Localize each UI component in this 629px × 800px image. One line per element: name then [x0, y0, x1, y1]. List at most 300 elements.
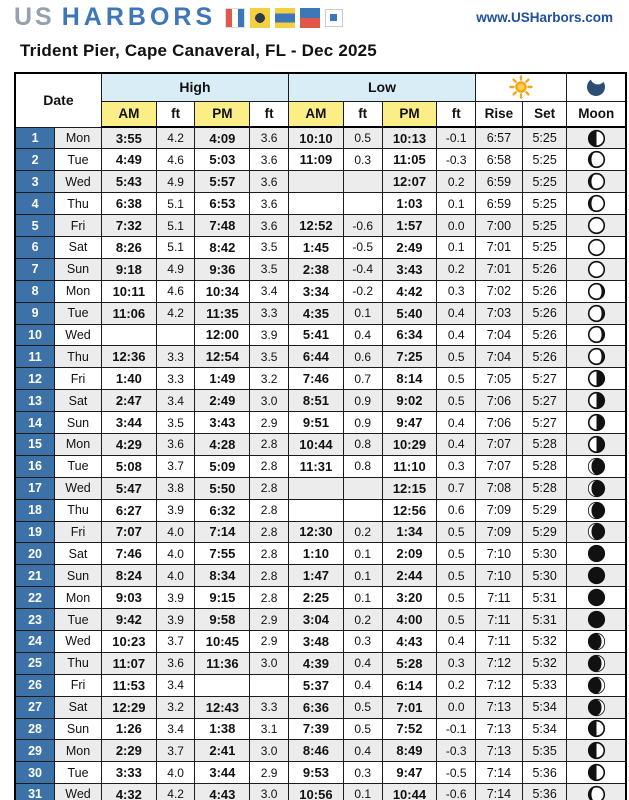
high-pm-time: 4:28 — [195, 433, 250, 455]
high-pm-ft: 3.3 — [250, 302, 289, 324]
day-of-week: Mon — [55, 280, 102, 302]
low-pm-time: 10:44 — [382, 784, 437, 800]
sunset-time: 5:25 — [522, 236, 567, 258]
moon-phase-icon — [567, 455, 626, 477]
table-row — [15, 236, 626, 258]
moon-phase-icon — [567, 193, 626, 215]
high-am-time: 6:38 — [101, 193, 156, 215]
table-row — [15, 433, 626, 455]
table-row — [15, 193, 626, 215]
high-pm-time: 4:43 — [195, 784, 250, 800]
low-pm-ft: 0.2 — [437, 171, 476, 193]
sunset-time: 5:25 — [522, 149, 567, 171]
high-am-time: 1:40 — [101, 368, 156, 390]
high-am-time: 12:29 — [101, 696, 156, 718]
moon-phase-icon — [567, 236, 626, 258]
low-am-ft: 0.4 — [343, 674, 382, 696]
sunrise-time: 7:12 — [476, 674, 523, 696]
high-pm-ft: 3.1 — [250, 718, 289, 740]
table-row — [15, 390, 626, 412]
high-am-ft: 4.0 — [156, 521, 195, 543]
header-low: Low — [288, 73, 475, 101]
sunrise-time: 7:06 — [476, 412, 523, 434]
high-am-ft: 5.1 — [156, 193, 195, 215]
high-am-ft: 3.3 — [156, 368, 195, 390]
high-pm-time: 4:09 — [195, 127, 250, 149]
sunrise-time: 7:09 — [476, 499, 523, 521]
high-am-ft: 3.7 — [156, 630, 195, 652]
header-high-pm-ft: ft — [250, 101, 289, 127]
high-pm-time: 2:49 — [195, 390, 250, 412]
high-pm-ft: 3.6 — [250, 193, 289, 215]
date-number: 24 — [15, 630, 55, 652]
low-pm-ft: 0.5 — [437, 368, 476, 390]
low-am-ft: 0.5 — [343, 718, 382, 740]
low-pm-ft: 0.4 — [437, 412, 476, 434]
header-low-am: AM — [288, 101, 343, 127]
high-pm-time: 10:45 — [195, 630, 250, 652]
high-pm-time: 3:44 — [195, 762, 250, 784]
high-pm-time: 9:15 — [195, 587, 250, 609]
high-am-ft: 3.9 — [156, 609, 195, 631]
header-high: High — [101, 73, 288, 101]
moon-phase-icon — [567, 171, 626, 193]
high-pm-time: 3:43 — [195, 412, 250, 434]
low-am-time: 3:34 — [288, 280, 343, 302]
moon-phase-icon — [567, 499, 626, 521]
low-pm-time: 12:07 — [382, 171, 437, 193]
high-pm-ft: 2.8 — [250, 455, 289, 477]
high-am-time: 7:32 — [101, 215, 156, 237]
page-title: Trident Pier, Cape Canaveral, FL - Dec 2025 — [20, 41, 377, 60]
high-pm-time: 5:03 — [195, 149, 250, 171]
high-pm-ft: 3.0 — [250, 740, 289, 762]
moon-phase-icon — [567, 784, 626, 800]
table-row — [15, 740, 626, 762]
moon-phase-icon — [567, 477, 626, 499]
moon-phase-icon — [567, 587, 626, 609]
date-number: 2 — [15, 149, 55, 171]
moon-phase-icon — [567, 565, 626, 587]
day-of-week: Thu — [55, 652, 102, 674]
high-am-ft: 4.0 — [156, 762, 195, 784]
low-am-time: 10:56 — [288, 784, 343, 800]
day-of-week: Sat — [55, 236, 102, 258]
low-am-time: 4:39 — [288, 652, 343, 674]
day-of-week: Sun — [55, 412, 102, 434]
logo-us-text: US — [14, 3, 55, 31]
low-pm-ft: 0.5 — [437, 521, 476, 543]
sunset-time: 5:26 — [522, 280, 567, 302]
high-pm-time: 12:43 — [195, 696, 250, 718]
high-am-time: 3:44 — [101, 412, 156, 434]
low-pm-ft: 0.3 — [437, 652, 476, 674]
low-pm-ft: 0.7 — [437, 477, 476, 499]
high-am-ft: 4.9 — [156, 258, 195, 280]
sunrise-time: 7:00 — [476, 215, 523, 237]
high-am-ft: 4.9 — [156, 171, 195, 193]
low-pm-ft: 0.6 — [437, 499, 476, 521]
high-am-time: 9:42 — [101, 609, 156, 631]
date-number: 29 — [15, 740, 55, 762]
low-am-time: 10:10 — [288, 127, 343, 149]
high-pm-time: 6:32 — [195, 499, 250, 521]
low-pm-ft: -0.6 — [437, 784, 476, 800]
high-pm-ft: 2.9 — [250, 762, 289, 784]
high-pm-time: 8:34 — [195, 565, 250, 587]
moon-phase-icon — [567, 630, 626, 652]
low-am-ft — [343, 499, 382, 521]
high-pm-time: 5:57 — [195, 171, 250, 193]
low-am-ft: 0.2 — [343, 521, 382, 543]
day-of-week: Mon — [55, 587, 102, 609]
high-am-time: 3:55 — [101, 127, 156, 149]
high-am-ft: 3.4 — [156, 390, 195, 412]
high-pm-ft: 3.2 — [250, 368, 289, 390]
sunset-time: 5:29 — [522, 521, 567, 543]
high-pm-ft: 3.5 — [250, 346, 289, 368]
sunset-time: 5:25 — [522, 171, 567, 193]
low-pm-time: 3:20 — [382, 587, 437, 609]
high-am-ft: 4.0 — [156, 543, 195, 565]
table-row — [15, 280, 626, 302]
logo-harbors-text: HARBORS — [61, 3, 217, 31]
low-am-time: 11:31 — [288, 455, 343, 477]
header-moon-cell — [567, 73, 626, 101]
high-am-ft: 4.2 — [156, 302, 195, 324]
header-set: Set — [522, 101, 567, 127]
low-am-time: 7:39 — [288, 718, 343, 740]
date-number: 27 — [15, 696, 55, 718]
date-number: 12 — [15, 368, 55, 390]
sunset-time: 5:25 — [522, 127, 567, 149]
sunset-time: 5:27 — [522, 368, 567, 390]
low-pm-time: 7:01 — [382, 696, 437, 718]
low-am-ft: 0.4 — [343, 740, 382, 762]
sunrise-time: 7:14 — [476, 762, 523, 784]
low-am-ft: 0.5 — [343, 127, 382, 149]
high-am-time: 11:07 — [101, 652, 156, 674]
sunrise-time: 7:08 — [476, 477, 523, 499]
sunset-time: 5:29 — [522, 499, 567, 521]
low-pm-time: 8:49 — [382, 740, 437, 762]
high-pm-ft: 2.8 — [250, 433, 289, 455]
low-pm-time: 2:09 — [382, 543, 437, 565]
low-am-time: 1:10 — [288, 543, 343, 565]
high-am-ft — [156, 324, 195, 346]
high-pm-time: 11:36 — [195, 652, 250, 674]
low-am-time: 7:46 — [288, 368, 343, 390]
low-pm-ft: 0.1 — [437, 193, 476, 215]
high-pm-time: 6:53 — [195, 193, 250, 215]
low-am-time: 12:30 — [288, 521, 343, 543]
low-pm-time: 12:56 — [382, 499, 437, 521]
masthead — [0, 0, 629, 32]
date-number: 19 — [15, 521, 55, 543]
low-am-ft: -0.4 — [343, 258, 382, 280]
table-row — [15, 215, 626, 237]
low-am-ft: 0.7 — [343, 368, 382, 390]
moon-phase-icon — [567, 740, 626, 762]
header-sun-cell — [476, 73, 567, 101]
low-pm-time: 4:00 — [382, 609, 437, 631]
date-number: 11 — [15, 346, 55, 368]
high-pm-ft: 2.9 — [250, 630, 289, 652]
sunrise-time: 7:05 — [476, 368, 523, 390]
table-row — [15, 477, 626, 499]
low-pm-ft: 0.5 — [437, 543, 476, 565]
high-am-ft: 3.7 — [156, 455, 195, 477]
high-am-ft: 4.2 — [156, 784, 195, 800]
high-pm-ft: 3.6 — [250, 171, 289, 193]
day-of-week: Wed — [55, 630, 102, 652]
low-pm-ft: 0.5 — [437, 565, 476, 587]
high-pm-ft: 3.6 — [250, 127, 289, 149]
high-am-ft: 4.6 — [156, 149, 195, 171]
high-am-ft: 3.6 — [156, 433, 195, 455]
low-pm-ft: 0.4 — [437, 433, 476, 455]
low-pm-time: 6:34 — [382, 324, 437, 346]
low-am-time: 6:36 — [288, 696, 343, 718]
day-of-week: Mon — [55, 740, 102, 762]
low-am-ft: 0.1 — [343, 543, 382, 565]
day-of-week: Thu — [55, 499, 102, 521]
low-pm-ft: 0.5 — [437, 390, 476, 412]
tide-table — [14, 72, 627, 800]
sunrise-time: 7:07 — [476, 455, 523, 477]
date-number: 28 — [15, 718, 55, 740]
day-of-week: Fri — [55, 521, 102, 543]
low-pm-time: 7:25 — [382, 346, 437, 368]
table-row — [15, 412, 626, 434]
low-pm-time: 2:44 — [382, 565, 437, 587]
low-am-ft: 0.1 — [343, 302, 382, 324]
date-number: 20 — [15, 543, 55, 565]
day-of-week: Sun — [55, 718, 102, 740]
day-of-week: Wed — [55, 171, 102, 193]
low-am-time: 2:25 — [288, 587, 343, 609]
signal-flag-s-icon — [325, 9, 343, 27]
sunrise-time: 7:12 — [476, 652, 523, 674]
low-pm-time: 4:42 — [382, 280, 437, 302]
header-rise: Rise — [476, 101, 523, 127]
high-am-ft: 3.7 — [156, 740, 195, 762]
sun-icon — [509, 79, 533, 94]
sunrise-time: 7:11 — [476, 609, 523, 631]
table-row — [15, 652, 626, 674]
low-pm-time: 10:29 — [382, 433, 437, 455]
low-am-ft: 0.3 — [343, 149, 382, 171]
day-of-week: Tue — [55, 609, 102, 631]
high-am-ft: 5.1 — [156, 236, 195, 258]
day-of-week: Mon — [55, 433, 102, 455]
table-row — [15, 521, 626, 543]
day-of-week: Tue — [55, 149, 102, 171]
sunrise-time: 7:10 — [476, 543, 523, 565]
table-row — [15, 368, 626, 390]
sunrise-time: 6:59 — [476, 193, 523, 215]
high-pm-ft: 2.9 — [250, 609, 289, 631]
low-pm-ft: -0.3 — [437, 740, 476, 762]
date-number: 16 — [15, 455, 55, 477]
low-am-time: 5:41 — [288, 324, 343, 346]
high-am-ft: 3.9 — [156, 499, 195, 521]
high-am-ft: 4.6 — [156, 280, 195, 302]
low-pm-time: 3:43 — [382, 258, 437, 280]
sunrise-time: 7:13 — [476, 718, 523, 740]
high-am-time: 10:23 — [101, 630, 156, 652]
low-pm-ft: 0.4 — [437, 302, 476, 324]
low-pm-time: 4:43 — [382, 630, 437, 652]
date-number: 10 — [15, 324, 55, 346]
sunset-time: 5:33 — [522, 674, 567, 696]
low-pm-ft: 0.5 — [437, 609, 476, 631]
date-number: 22 — [15, 587, 55, 609]
date-number: 7 — [15, 258, 55, 280]
sunrise-time: 7:11 — [476, 630, 523, 652]
low-am-time — [288, 193, 343, 215]
high-pm-ft — [250, 674, 289, 696]
low-pm-ft: 0.2 — [437, 258, 476, 280]
sunrise-time: 7:03 — [476, 302, 523, 324]
high-pm-time: 7:14 — [195, 521, 250, 543]
day-of-week: Tue — [55, 302, 102, 324]
low-am-time: 6:44 — [288, 346, 343, 368]
sunset-time: 5:26 — [522, 346, 567, 368]
day-of-week: Wed — [55, 324, 102, 346]
low-pm-ft: 0.5 — [437, 346, 476, 368]
day-of-week: Sat — [55, 696, 102, 718]
high-pm-ft: 3.6 — [250, 215, 289, 237]
moon-phase-icon — [567, 543, 626, 565]
sunrise-time: 7:06 — [476, 390, 523, 412]
low-am-time: 1:47 — [288, 565, 343, 587]
high-pm-time: 9:58 — [195, 609, 250, 631]
moon-phase-icon — [567, 433, 626, 455]
high-pm-ft: 3.0 — [250, 390, 289, 412]
high-pm-time: 12:00 — [195, 324, 250, 346]
sunset-time: 5:32 — [522, 630, 567, 652]
high-pm-ft: 2.8 — [250, 587, 289, 609]
table-row — [15, 258, 626, 280]
high-am-time: 4:49 — [101, 149, 156, 171]
low-am-ft: -0.2 — [343, 280, 382, 302]
low-am-time — [288, 499, 343, 521]
sunrise-time: 7:11 — [476, 587, 523, 609]
high-am-time: 1:26 — [101, 718, 156, 740]
moon-phase-icon — [567, 127, 626, 149]
low-am-time: 4:35 — [288, 302, 343, 324]
table-row — [15, 455, 626, 477]
low-pm-ft: -0.1 — [437, 127, 476, 149]
moon-phase-icon — [567, 652, 626, 674]
table-row — [15, 543, 626, 565]
high-am-time: 8:26 — [101, 236, 156, 258]
sunset-time: 5:30 — [522, 565, 567, 587]
low-am-time — [288, 477, 343, 499]
low-am-time: 1:45 — [288, 236, 343, 258]
high-am-time: 5:47 — [101, 477, 156, 499]
moon-phase-icon — [567, 390, 626, 412]
date-number: 15 — [15, 433, 55, 455]
low-pm-ft: -0.3 — [437, 149, 476, 171]
low-pm-time: 9:47 — [382, 762, 437, 784]
day-of-week: Thu — [55, 193, 102, 215]
low-am-time: 12:52 — [288, 215, 343, 237]
high-am-time: 9:18 — [101, 258, 156, 280]
low-pm-time: 1:57 — [382, 215, 437, 237]
moon-phase-icon — [567, 521, 626, 543]
high-pm-ft: 3.4 — [250, 280, 289, 302]
date-number: 30 — [15, 762, 55, 784]
low-pm-time: 1:03 — [382, 193, 437, 215]
date-number: 14 — [15, 412, 55, 434]
low-am-time — [288, 171, 343, 193]
high-am-ft: 3.3 — [156, 346, 195, 368]
high-pm-ft: 3.3 — [250, 696, 289, 718]
tide-table-body — [15, 127, 626, 800]
table-row — [15, 696, 626, 718]
high-am-time: 2:29 — [101, 740, 156, 762]
high-pm-ft: 2.9 — [250, 412, 289, 434]
date-number: 4 — [15, 193, 55, 215]
sunrise-time: 6:59 — [476, 171, 523, 193]
date-number: 21 — [15, 565, 55, 587]
table-row — [15, 718, 626, 740]
low-am-ft: 0.3 — [343, 630, 382, 652]
date-number: 17 — [15, 477, 55, 499]
low-am-time: 8:46 — [288, 740, 343, 762]
low-am-ft: 0.1 — [343, 587, 382, 609]
low-pm-time: 2:49 — [382, 236, 437, 258]
day-of-week: Mon — [55, 127, 102, 149]
high-am-ft: 3.8 — [156, 477, 195, 499]
low-pm-time: 11:05 — [382, 149, 437, 171]
low-am-ft — [343, 171, 382, 193]
sunrise-time: 7:01 — [476, 236, 523, 258]
site-link[interactable]: www.USHarbors.com — [476, 10, 613, 25]
day-of-week: Sun — [55, 258, 102, 280]
header-high-am-ft: ft — [156, 101, 195, 127]
table-row — [15, 346, 626, 368]
high-am-time: 5:08 — [101, 455, 156, 477]
sunrise-time: 7:07 — [476, 433, 523, 455]
day-of-week: Fri — [55, 215, 102, 237]
moon-phase-icon — [567, 215, 626, 237]
high-am-time — [101, 324, 156, 346]
sunset-time: 5:28 — [522, 455, 567, 477]
high-am-time: 10:11 — [101, 280, 156, 302]
high-pm-ft: 2.8 — [250, 543, 289, 565]
low-pm-ft: -0.1 — [437, 718, 476, 740]
low-am-ft — [343, 193, 382, 215]
high-am-time: 3:33 — [101, 762, 156, 784]
sunset-time: 5:34 — [522, 718, 567, 740]
moon-phase-icon — [567, 368, 626, 390]
table-row — [15, 587, 626, 609]
table-row — [15, 762, 626, 784]
moon-phase-icon — [567, 412, 626, 434]
high-pm-ft: 3.0 — [250, 652, 289, 674]
sunset-time: 5:26 — [522, 302, 567, 324]
signal-flag-i-icon — [250, 8, 270, 28]
low-am-time: 11:09 — [288, 149, 343, 171]
sunset-time: 5:28 — [522, 433, 567, 455]
high-pm-time: 7:55 — [195, 543, 250, 565]
high-pm-ft: 3.9 — [250, 324, 289, 346]
table-row — [15, 499, 626, 521]
sunset-time: 5:32 — [522, 652, 567, 674]
